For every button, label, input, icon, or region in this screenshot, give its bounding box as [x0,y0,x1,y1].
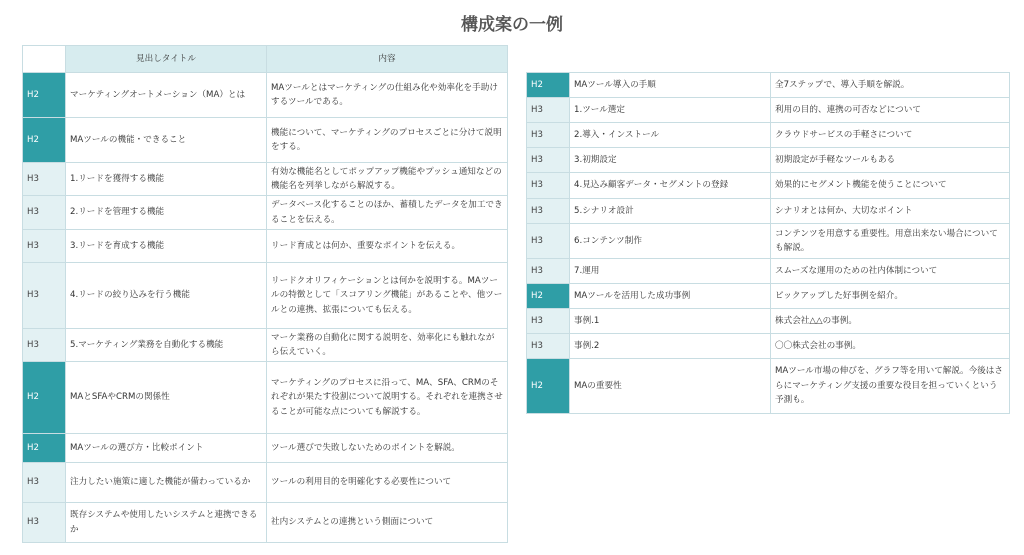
heading-title-cell: MAツール導入の手順 [570,73,771,98]
heading-title-cell: 4.見込み顧客データ・セグメントの登録 [570,173,771,199]
table-row [527,309,1010,334]
table-row [527,173,1010,199]
table-row [23,73,508,118]
heading-title-cell: 7.運用 [570,259,771,284]
heading-level-cell: H3 [23,463,66,503]
heading-level-cell: H2 [23,73,66,118]
content-cell: 有効な機能名としてポップアップ機能やプッシュ通知などの機能名を列挙しながら解説する。 [267,163,508,196]
heading-level-cell: H2 [527,359,570,414]
content-cell: データベース化することのほか、蓄積したデータを加工できることを伝える。 [267,196,508,230]
heading-level-cell: H3 [527,199,570,224]
heading-level-cell: H3 [23,503,66,543]
content-column-header: 内容 [267,46,508,73]
heading-level-cell: H2 [23,362,66,434]
table-row [23,434,508,463]
heading-column-header: 見出しタイトル [66,46,267,73]
content-cell: 効果的にセグメント機能を使うことについて [771,173,1010,199]
heading-title-cell: MAツールの機能・できること [66,118,267,163]
heading-level-cell: H3 [527,224,570,259]
table-row [527,359,1010,414]
heading-title-cell: 3.リードを育成する機能 [66,230,267,263]
heading-level-cell: H3 [527,98,570,123]
table-header-row [23,46,508,73]
content-cell: ツールの利用目的を明確化する必要性について [267,463,508,503]
heading-title-cell: 2.導入・インストール [570,123,771,148]
content-cell: 初期設定が手軽なツールもある [771,148,1010,173]
heading-level-cell: H2 [527,73,570,98]
content-cell: 株式会社△△の事例。 [771,309,1010,334]
heading-title-cell: MAツールの選び方・比較ポイント [66,434,267,463]
heading-level-cell: H3 [527,123,570,148]
table-row [527,199,1010,224]
heading-level-cell: H3 [527,334,570,359]
heading-level-cell: H3 [23,329,66,362]
table-row [527,148,1010,173]
heading-title-cell: 注力したい施策に適した機能が備わっているか [66,463,267,503]
content-cell: リード育成とは何か、重要なポイントを伝える。 [267,230,508,263]
content-cell: 社内システムとの連携という側面について [267,503,508,543]
table-row [527,334,1010,359]
content-cell: 利用の目的、連携の可否などについて [771,98,1010,123]
content-cell: 機能について、マーケティングのプロセスごとに分けて説明をする。 [267,118,508,163]
heading-title-cell: 5.シナリオ設計 [570,199,771,224]
content-cell: MAツール市場の伸びを、グラフ等を用いて解説。今後はさらにマーケティング支援の重要な役目を担っていくという予測も。 [771,359,1010,414]
heading-title-cell: MAの重要性 [570,359,771,414]
table-row [527,98,1010,123]
content-cell: リードクオリフィケーションとは何かを説明する。MAツールの特徴として「スコアリング機能」があることや、他ツールとの連携、拡張についても伝える。 [267,263,508,329]
heading-title-cell: 4.リードの絞り込みを行う機能 [66,263,267,329]
heading-level-cell: H3 [527,148,570,173]
heading-title-cell: 1.リードを獲得する機能 [66,163,267,196]
content-cell: 全7ステップで、導入手順を解説。 [771,73,1010,98]
page-title: 構成案の一例 [461,15,563,35]
level-column-header [23,46,66,73]
heading-title-cell: 1.ツール選定 [570,98,771,123]
heading-title-cell: 2.リードを管理する機能 [66,196,267,230]
heading-title-cell: MAとSFAやCRMの関係性 [66,362,267,434]
heading-level-cell: H3 [23,263,66,329]
table-row [23,263,508,329]
table-row [23,196,508,230]
table-row [527,123,1010,148]
heading-title-cell: 事例.2 [570,334,771,359]
table-row [23,118,508,163]
content-cell: マーケティングのプロセスに沿って、MA、SFA、CRMのそれぞれが果たす役割について説明する。それぞれを連携させることが可能な点についても解説する。 [267,362,508,434]
heading-title-cell: 3.初期設定 [570,148,771,173]
heading-level-cell: H3 [527,173,570,199]
content-cell: シナリオとは何か、大切なポイント [771,199,1010,224]
outline-table-right [526,72,1010,414]
table-row [527,224,1010,259]
content-cell: コンテンツを用意する重要性。用意出来ない場合についても解説。 [771,224,1010,259]
heading-title-cell: 既存システムや使用したいシステムと連携できるか [66,503,267,543]
heading-level-cell: H3 [527,259,570,284]
outline-table-left [22,45,508,543]
table-row [23,463,508,503]
table-row [23,230,508,263]
table-row [527,284,1010,309]
heading-level-cell: H2 [23,434,66,463]
content-cell: MAツールとはマーケティングの仕組み化や効率化を手助けするツールである。 [267,73,508,118]
table-row [527,73,1010,98]
table-row [23,329,508,362]
heading-title-cell: 6.コンテンツ制作 [570,224,771,259]
content-cell: スムーズな運用のための社内体制について [771,259,1010,284]
content-cell: ピックアップした好事例を紹介。 [771,284,1010,309]
table-row [23,163,508,196]
content-cell: クラウドサービスの手軽さについて [771,123,1010,148]
table-row [23,503,508,543]
heading-title-cell: マーケティングオートメーション（MA）とは [66,73,267,118]
heading-level-cell: H3 [23,163,66,196]
table-row [23,362,508,434]
content-cell: ツール選びで失敗しないためのポイントを解説。 [267,434,508,463]
content-cell: マーケ業務の自動化に関する説明を、効率化にも触れながら伝えていく。 [267,329,508,362]
heading-level-cell: H3 [527,309,570,334]
table-row [527,259,1010,284]
heading-title-cell: 事例.1 [570,309,771,334]
heading-level-cell: H3 [23,196,66,230]
heading-level-cell: H2 [23,118,66,163]
heading-title-cell: MAツールを活用した成功事例 [570,284,771,309]
heading-level-cell: H2 [527,284,570,309]
content-cell: 〇〇株式会社の事例。 [771,334,1010,359]
heading-title-cell: 5.マーケティング業務を自動化する機能 [66,329,267,362]
heading-level-cell: H3 [23,230,66,263]
